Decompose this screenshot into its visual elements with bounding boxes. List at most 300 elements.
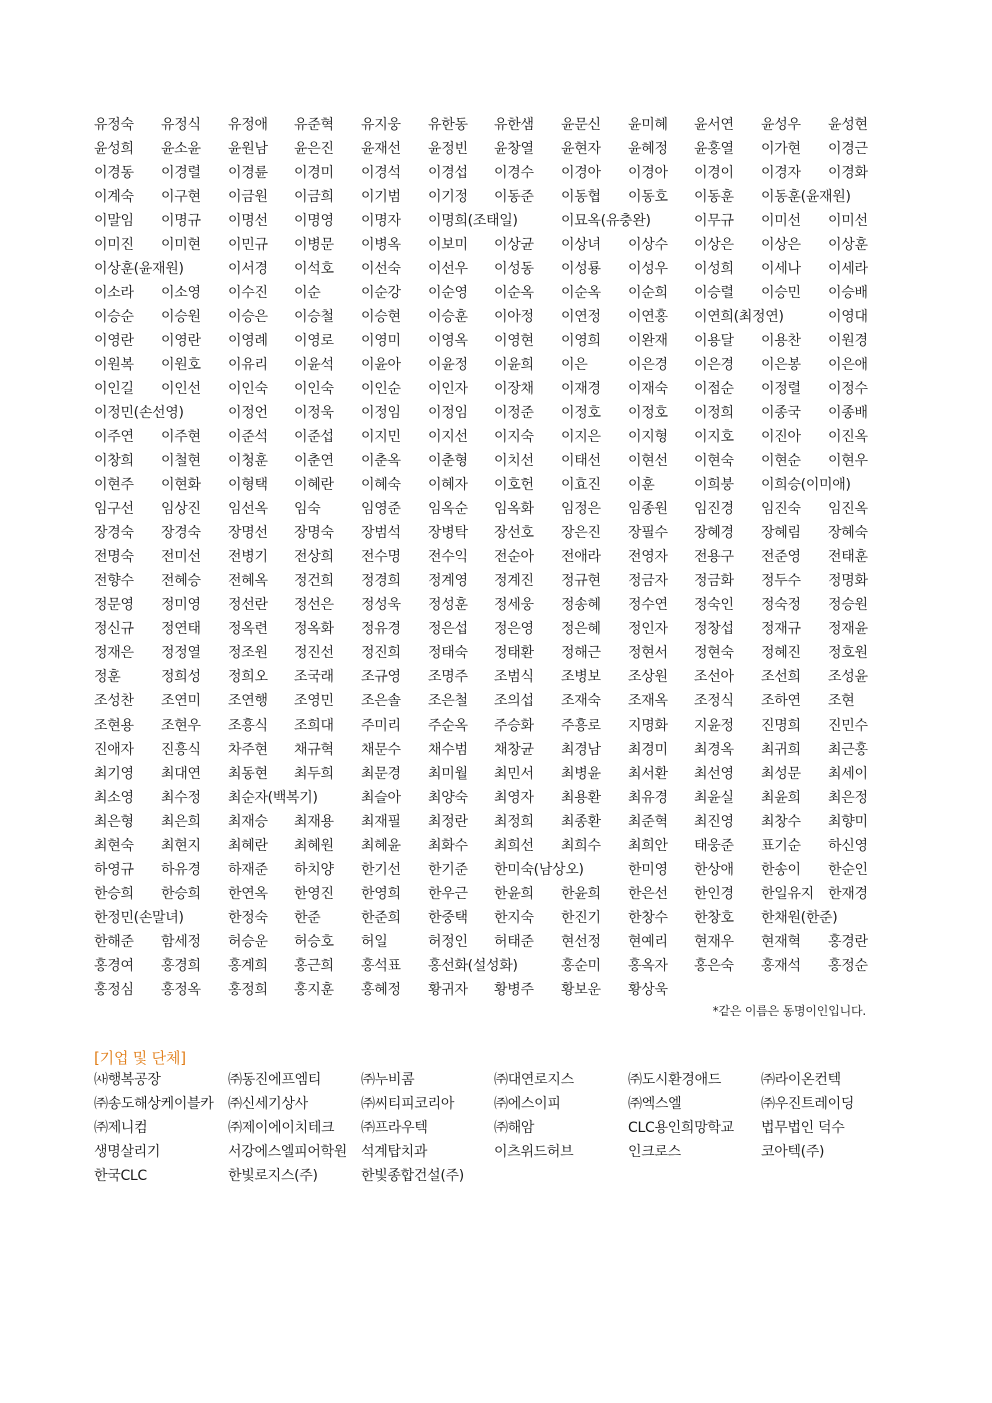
donor-name: 최순자(백복기) bbox=[228, 789, 318, 806]
donor-name: 이순영 bbox=[428, 285, 468, 302]
donor-name: 한영희 bbox=[361, 885, 401, 902]
donor-name: 한연옥 bbox=[228, 885, 268, 902]
donor-name: 전혜승 bbox=[161, 573, 201, 590]
donor-name: 이상훈(윤재원) bbox=[94, 261, 184, 278]
donor-name: 정호원 bbox=[828, 645, 868, 662]
donor-name: 정정열 bbox=[161, 645, 201, 662]
donor-name: 이호헌 bbox=[494, 477, 534, 494]
name-row bbox=[0, 547, 992, 571]
donor-name: 이원경 bbox=[828, 333, 868, 350]
donor-name: 이경동 bbox=[94, 165, 134, 182]
donor-name: 이정언 bbox=[228, 405, 268, 422]
donor-name: 이동준 bbox=[494, 189, 534, 206]
donor-name: 진민수 bbox=[828, 717, 868, 734]
donor-name: 이동협 bbox=[561, 189, 601, 206]
donor-name: 이선우 bbox=[428, 261, 468, 278]
donor-name: 정경희 bbox=[361, 573, 401, 590]
donor-name: 이영현 bbox=[494, 333, 534, 350]
donor-name: 정금화 bbox=[694, 573, 734, 590]
donor-name: 이금희 bbox=[294, 189, 334, 206]
donor-name: 한미숙(남상오) bbox=[494, 861, 584, 878]
company-name: ㈜대연로지스 bbox=[494, 1072, 574, 1088]
name-row bbox=[0, 908, 992, 932]
donor-name: 이상훈 bbox=[828, 237, 868, 254]
name-row bbox=[0, 860, 992, 884]
donor-name: 이보미 bbox=[428, 237, 468, 254]
donor-name: 이영란 bbox=[161, 333, 201, 350]
donor-name: 조연미 bbox=[161, 693, 201, 710]
donor-name: 이경섭 bbox=[428, 165, 468, 182]
donor-name: 이미현 bbox=[161, 237, 201, 254]
donor-name: 이상균 bbox=[494, 237, 534, 254]
donor-name: 이진아 bbox=[761, 429, 801, 446]
donor-name: 이정민(손선영) bbox=[94, 405, 184, 422]
donor-name: 최동현 bbox=[228, 765, 268, 782]
donor-name: 조희대 bbox=[294, 717, 334, 734]
donor-name: 이영옥 bbox=[428, 333, 468, 350]
donor-name: 최재필 bbox=[361, 813, 401, 830]
donor-name: 정은섭 bbox=[428, 621, 468, 638]
donor-name: 장명선 bbox=[228, 525, 268, 542]
donor-name: 채문수 bbox=[361, 741, 401, 758]
donor-name: 이경석 bbox=[361, 165, 401, 182]
donor-name: 최영자 bbox=[494, 789, 534, 806]
donor-name: 이선숙 bbox=[361, 261, 401, 278]
donor-name: 전명숙 bbox=[94, 549, 134, 566]
donor-name: 이영희 bbox=[561, 333, 601, 350]
donor-name: 정진선 bbox=[294, 645, 334, 662]
donor-name: 윤소윤 bbox=[161, 141, 201, 158]
donor-name: 이창희 bbox=[94, 453, 134, 470]
donor-name: 현재우 bbox=[694, 933, 734, 950]
donor-name: 주흥로 bbox=[561, 717, 601, 734]
donor-name: 이춘연 bbox=[294, 453, 334, 470]
donor-name: 조병보 bbox=[561, 669, 601, 686]
donor-name: 이연희(최정연) bbox=[694, 309, 784, 326]
company-name: 코아텍(주) bbox=[761, 1144, 825, 1160]
name-row bbox=[0, 355, 992, 379]
donor-name: 정건희 bbox=[294, 573, 334, 590]
donor-name: 표기순 bbox=[761, 837, 801, 854]
donor-name: 최선영 bbox=[694, 765, 734, 782]
donor-name: 이은경 bbox=[694, 357, 734, 374]
donor-name: 한윤희 bbox=[494, 885, 534, 902]
donor-name: 이미진 bbox=[94, 237, 134, 254]
donor-name: 이정호 bbox=[561, 405, 601, 422]
donor-name: 홍순미 bbox=[561, 957, 601, 974]
donor-name: 이지호 bbox=[694, 429, 734, 446]
company-name: 한빛종합건설(주) bbox=[361, 1168, 464, 1184]
donor-name: 정금자 bbox=[628, 573, 668, 590]
donor-name: 홍선화(설성화) bbox=[428, 957, 518, 974]
donor-name: 이경렬 bbox=[161, 165, 201, 182]
donor-name: 조규영 bbox=[361, 669, 401, 686]
donor-name: 장경숙 bbox=[94, 525, 134, 542]
donor-name: 조상원 bbox=[628, 669, 668, 686]
donor-name: 장경숙 bbox=[161, 525, 201, 542]
donor-name: 최희선 bbox=[494, 837, 534, 854]
name-row bbox=[0, 788, 992, 812]
company-name: 인크로스 bbox=[628, 1144, 681, 1160]
donor-name: 이서경 bbox=[228, 261, 268, 278]
donor-name: 이정수 bbox=[828, 381, 868, 398]
donor-name: 임진경 bbox=[694, 501, 734, 518]
donor-name: 이연홍 bbox=[628, 309, 668, 326]
donor-name: 이경화 bbox=[828, 165, 868, 182]
name-row bbox=[0, 499, 992, 523]
donor-name: 이무규 bbox=[694, 213, 734, 230]
donor-name: 임종원 bbox=[628, 501, 668, 518]
donor-name: 이소영 bbox=[161, 285, 201, 302]
donor-name: 장혜숙 bbox=[828, 525, 868, 542]
donor-name: 홍정옥 bbox=[161, 981, 201, 998]
donor-name: 채수범 bbox=[428, 741, 468, 758]
donor-name: 최정희 bbox=[494, 813, 534, 830]
donor-name: 이종배 bbox=[828, 405, 868, 422]
donor-name: 이영로 bbox=[294, 333, 334, 350]
donor-name: 한승희 bbox=[161, 885, 201, 902]
donor-name: 이준석 bbox=[228, 429, 268, 446]
company-name: 법무법인 덕수 bbox=[761, 1120, 845, 1136]
donor-name: 한진기 bbox=[561, 909, 601, 926]
donor-name: 정선란 bbox=[228, 597, 268, 614]
donor-name: 한미영 bbox=[628, 861, 668, 878]
donor-name: 채창균 bbox=[494, 741, 534, 758]
donor-name: 주순옥 bbox=[428, 717, 468, 734]
name-row bbox=[0, 571, 992, 595]
donor-name: 이인길 bbox=[94, 381, 134, 398]
donor-name: 홍경란 bbox=[828, 933, 868, 950]
donor-name: 이주현 bbox=[161, 429, 201, 446]
name-row bbox=[0, 619, 992, 643]
donor-name: 정연태 bbox=[161, 621, 201, 638]
section-title-companies: [기업 및 단체] bbox=[94, 1049, 186, 1067]
name-row bbox=[0, 667, 992, 691]
donor-name: 홍근희 bbox=[294, 957, 334, 974]
donor-name: 홍석표 bbox=[361, 957, 401, 974]
donor-name: 유정식 bbox=[161, 117, 201, 133]
donor-name: 정미영 bbox=[161, 597, 201, 614]
donor-name: 윤혜정 bbox=[628, 141, 668, 158]
donor-name: 이미선 bbox=[761, 213, 801, 230]
donor-name: 유한동 bbox=[428, 117, 468, 133]
donor-name: 한재경 bbox=[828, 885, 868, 902]
donor-name: 이정임 bbox=[361, 405, 401, 422]
donor-name: 이순옥 bbox=[561, 285, 601, 302]
donor-name: 한상애 bbox=[694, 861, 734, 878]
donor-name: 이원호 bbox=[161, 357, 201, 374]
donor-name: 현재혁 bbox=[761, 933, 801, 950]
donor-name: 최진영 bbox=[694, 813, 734, 830]
donor-name: 이정욱 bbox=[294, 405, 334, 422]
donor-name: 이영란 bbox=[94, 333, 134, 350]
donor-name: 이용찬 bbox=[761, 333, 801, 350]
donor-name: 주미리 bbox=[361, 717, 401, 734]
donor-name: 이영례 bbox=[228, 333, 268, 350]
donor-name: 이인선 bbox=[161, 381, 201, 398]
donor-name: 정성욱 bbox=[361, 597, 401, 614]
donor-name: 이혜자 bbox=[428, 477, 468, 494]
donor-name: 이점순 bbox=[694, 381, 734, 398]
donor-name: 주승화 bbox=[494, 717, 534, 734]
donor-name: 조범식 bbox=[494, 669, 534, 686]
donor-name: 장명숙 bbox=[294, 525, 334, 542]
donor-name: 조성윤 bbox=[828, 669, 868, 686]
donor-name: 정송혜 bbox=[561, 597, 601, 614]
donor-name: 최유경 bbox=[628, 789, 668, 806]
donor-name: 전미선 bbox=[161, 549, 201, 566]
donor-name: 황상욱 bbox=[628, 981, 668, 998]
donor-name: 전수명 bbox=[361, 549, 401, 566]
donor-name: 함세정 bbox=[161, 933, 201, 950]
donor-name: 이윤석 bbox=[294, 357, 334, 374]
donor-name: 전순아 bbox=[494, 549, 534, 566]
donor-name: 한중택 bbox=[428, 909, 468, 926]
donor-name: 이희붕 bbox=[694, 477, 734, 494]
donor-name: 이종국 bbox=[761, 405, 801, 422]
donor-name: 정현서 bbox=[628, 645, 668, 662]
company-name: ㈜누비콤 bbox=[361, 1072, 415, 1088]
donor-name: 지윤정 bbox=[694, 717, 734, 734]
donor-name: 이태선 bbox=[561, 453, 601, 470]
donor-name: 정재은 bbox=[94, 645, 134, 662]
donor-name: 이장채 bbox=[494, 381, 534, 398]
donor-name: 전애라 bbox=[561, 549, 601, 566]
donor-name: 정희성 bbox=[161, 669, 201, 686]
company-name: ㈜프라우텍 bbox=[361, 1120, 428, 1136]
donor-name: 진명희 bbox=[761, 717, 801, 734]
donor-name: 하신영 bbox=[828, 837, 868, 854]
donor-name: 이경륜 bbox=[228, 165, 268, 182]
donor-name: 전용구 bbox=[694, 549, 734, 566]
donor-name: 한은선 bbox=[628, 885, 668, 902]
name-row bbox=[0, 523, 992, 547]
donor-name: 한정숙 bbox=[228, 909, 268, 926]
donor-name: 최근홍 bbox=[828, 741, 868, 758]
donor-name: 정태숙 bbox=[428, 645, 468, 662]
donor-name: 최희수 bbox=[561, 837, 601, 854]
donor-name: 이인순 bbox=[361, 381, 401, 398]
donor-name: 이세라 bbox=[828, 261, 868, 278]
donor-name: 이상은 bbox=[694, 237, 734, 254]
donor-name: 조정식 bbox=[694, 693, 734, 710]
donor-name: 허승운 bbox=[228, 933, 268, 950]
donor-name: 유준혁 bbox=[294, 117, 334, 133]
donor-name: 이정렬 bbox=[761, 381, 801, 398]
donor-name: 유지웅 bbox=[361, 117, 401, 133]
donor-name: 홍정심 bbox=[94, 981, 134, 998]
donor-name: 이승민 bbox=[761, 285, 801, 302]
donor-name: 윤홍열 bbox=[694, 141, 734, 158]
company-row bbox=[0, 1166, 992, 1190]
donor-name: 이영대 bbox=[828, 309, 868, 326]
name-row bbox=[0, 956, 992, 980]
donor-name: 이정희 bbox=[694, 405, 734, 422]
donor-name: 이묘옥(유충완) bbox=[561, 213, 651, 230]
donor-name: 정신규 bbox=[94, 621, 134, 638]
donor-name: 허승호 bbox=[294, 933, 334, 950]
donor-name: 이원복 bbox=[94, 357, 134, 374]
donor-name: 황병주 bbox=[494, 981, 534, 998]
donor-name: 한창호 bbox=[694, 909, 734, 926]
donor-name: 채규혁 bbox=[294, 741, 334, 758]
donor-name: 임정은 bbox=[561, 501, 601, 518]
donor-name: 한기선 bbox=[361, 861, 401, 878]
donor-name: 이명영 bbox=[294, 213, 334, 230]
company-name: ㈜엑스엘 bbox=[628, 1096, 682, 1112]
donor-name: 이훈 bbox=[628, 477, 655, 494]
donor-name: 이진옥 bbox=[828, 429, 868, 446]
donor-name: 임옥화 bbox=[494, 501, 534, 518]
name-row bbox=[0, 139, 992, 163]
donor-name: 이가현 bbox=[761, 141, 801, 158]
donor-name: 윤현자 bbox=[561, 141, 601, 158]
donor-name: 최윤희 bbox=[761, 789, 801, 806]
donor-name: 정희오 bbox=[228, 669, 268, 686]
name-row bbox=[0, 259, 992, 283]
donor-name: 이동호 bbox=[628, 189, 668, 206]
donor-name: 이은경 bbox=[628, 357, 668, 374]
donor-name: 이성희 bbox=[694, 261, 734, 278]
donor-name: 한일유지 bbox=[761, 885, 814, 902]
donor-name: 하유경 bbox=[161, 861, 201, 878]
donor-name: 정유경 bbox=[361, 621, 401, 638]
donor-name: 조선희 bbox=[761, 669, 801, 686]
company-name: ㈜도시환경애드 bbox=[628, 1072, 722, 1088]
donor-name: 조연행 bbox=[228, 693, 268, 710]
donor-name: 정옥화 bbox=[294, 621, 334, 638]
donor-name: 이명규 bbox=[161, 213, 201, 230]
donor-name: 최재승 bbox=[228, 813, 268, 830]
donor-name: 임진옥 bbox=[828, 501, 868, 518]
donor-name: 최슬아 bbox=[361, 789, 401, 806]
donor-name: 조현용 bbox=[94, 717, 134, 734]
donor-name: 최경옥 bbox=[694, 741, 734, 758]
donor-name: 이정임 bbox=[428, 405, 468, 422]
name-row bbox=[0, 884, 992, 908]
name-row bbox=[0, 163, 992, 187]
donor-name: 이철현 bbox=[161, 453, 201, 470]
donor-name: 이승훈 bbox=[428, 309, 468, 326]
donor-name: 조성찬 bbox=[94, 693, 134, 710]
donor-name: 이석호 bbox=[294, 261, 334, 278]
donor-name: 태웅준 bbox=[694, 837, 734, 854]
donor-name: 최종환 bbox=[561, 813, 601, 830]
donor-name: 임옥순 bbox=[428, 501, 468, 518]
donor-name: 이경자 bbox=[761, 165, 801, 182]
name-row bbox=[0, 764, 992, 788]
name-row bbox=[0, 235, 992, 259]
name-row bbox=[0, 475, 992, 499]
donor-name: 한순인 bbox=[828, 861, 868, 878]
company-list bbox=[0, 1070, 992, 1200]
donor-name: 조은철 bbox=[428, 693, 468, 710]
donor-name: 최재용 bbox=[294, 813, 334, 830]
donor-name: 최성문 bbox=[761, 765, 801, 782]
donor-name: 조의섭 bbox=[494, 693, 534, 710]
donor-name: 이인숙 bbox=[228, 381, 268, 398]
donor-name: 전수익 bbox=[428, 549, 468, 566]
company-name: ㈜제이에이치테크 bbox=[228, 1120, 335, 1136]
company-name: 한국CLC bbox=[94, 1168, 147, 1184]
donor-name: 이기범 bbox=[361, 189, 401, 206]
donor-name: 이승현 bbox=[361, 309, 401, 326]
donor-name: 허태준 bbox=[494, 933, 534, 950]
donor-name: 최경남 bbox=[561, 741, 601, 758]
donor-name: 장범석 bbox=[361, 525, 401, 542]
donor-name: 홍경희 bbox=[161, 957, 201, 974]
donor-name: 조하연 bbox=[761, 693, 801, 710]
donor-name: 정은영 bbox=[494, 621, 534, 638]
donor-name: 하치양 bbox=[294, 861, 334, 878]
donor-name: 홍정순 bbox=[828, 957, 868, 974]
donor-name: 정혜진 bbox=[761, 645, 801, 662]
donor-name: 허정인 bbox=[428, 933, 468, 950]
donor-name: 정성훈 bbox=[428, 597, 468, 614]
donor-name: 황보운 bbox=[561, 981, 601, 998]
donor-name: 이연정 bbox=[561, 309, 601, 326]
donor-name: 이동훈 bbox=[694, 189, 734, 206]
donor-name: 임숙 bbox=[294, 501, 321, 518]
donor-name: 이경이 bbox=[694, 165, 734, 182]
donor-name: 유한샘 bbox=[494, 117, 534, 133]
donor-name: 최은형 bbox=[94, 813, 134, 830]
donor-name: 이지숙 bbox=[494, 429, 534, 446]
donor-name: 이형택 bbox=[228, 477, 268, 494]
donor-name: 최현숙 bbox=[94, 837, 134, 854]
donor-name: 유정애 bbox=[228, 117, 268, 133]
donor-name: 최현지 bbox=[161, 837, 201, 854]
name-row bbox=[0, 980, 992, 1004]
donor-name: 이희승(이미애) bbox=[761, 477, 851, 494]
donor-name: 이상수 bbox=[628, 237, 668, 254]
donor-name: 윤문신 bbox=[561, 117, 601, 133]
donor-name: 하재준 bbox=[228, 861, 268, 878]
donor-name: 이계숙 bbox=[94, 189, 134, 206]
name-row bbox=[0, 379, 992, 403]
donor-name: 한해준 bbox=[94, 933, 134, 950]
donor-name: 홍경여 bbox=[94, 957, 134, 974]
donor-name: 최두희 bbox=[294, 765, 334, 782]
donor-name: 조현 bbox=[828, 693, 855, 710]
donor-name: 정세웅 bbox=[494, 597, 534, 614]
donor-name: 한준희 bbox=[361, 909, 401, 926]
donor-name: 이은애 bbox=[828, 357, 868, 374]
donor-name: 한창수 bbox=[628, 909, 668, 926]
donor-name: 이기정 bbox=[428, 189, 468, 206]
donor-name: 이수진 bbox=[228, 285, 268, 302]
donor-name: 최문경 bbox=[361, 765, 401, 782]
donor-name: 정숙인 bbox=[694, 597, 734, 614]
donor-name: 전혜옥 bbox=[228, 573, 268, 590]
donor-name: 정두수 bbox=[761, 573, 801, 590]
donor-name: 이경수 bbox=[494, 165, 534, 182]
name-row bbox=[0, 812, 992, 836]
donor-name: 정계진 bbox=[494, 573, 534, 590]
donor-name: 최미월 bbox=[428, 765, 468, 782]
donor-name: 이민규 bbox=[228, 237, 268, 254]
donor-name: 이재경 bbox=[561, 381, 601, 398]
donor-name: 정은혜 bbox=[561, 621, 601, 638]
donor-name: 정태환 bbox=[494, 645, 534, 662]
donor-name: 이미선 bbox=[828, 213, 868, 230]
donor-name: 진애자 bbox=[94, 741, 134, 758]
name-row bbox=[0, 331, 992, 355]
donor-name: 하영규 bbox=[94, 861, 134, 878]
donor-name: 진흥식 bbox=[161, 741, 201, 758]
donor-name: 정재윤 bbox=[828, 621, 868, 638]
donor-name: 장병탁 bbox=[428, 525, 468, 542]
